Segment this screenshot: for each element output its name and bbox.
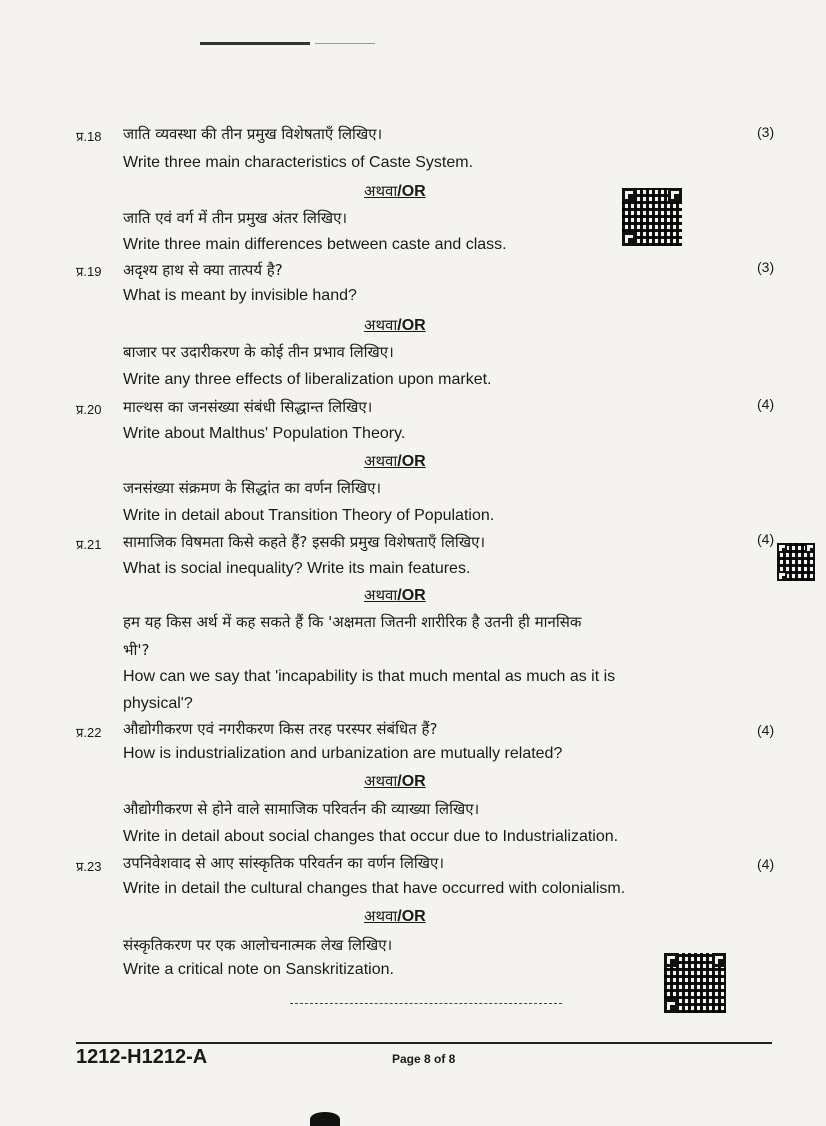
question-number: प्र.21 — [76, 537, 102, 552]
page-number: Page 8 of 8 — [392, 1052, 456, 1066]
marks: (3) — [757, 124, 775, 140]
question-number: प्र.20 — [76, 402, 102, 417]
question-english: What is social inequality? Write its main features. — [123, 560, 471, 577]
top-scan-mark — [200, 42, 310, 45]
question-number: प्र.19 — [76, 264, 102, 279]
footer-rule — [76, 1042, 772, 1044]
question-number: प्र.23 — [76, 859, 102, 874]
question-english: What is meant by invisible hand? — [123, 287, 357, 304]
alternative-hindi: भी'? — [123, 641, 150, 659]
question-hindi: जाति व्यवस्था की तीन प्रमुख विशेषताएँ लिखिए। — [123, 125, 383, 143]
alternative-hindi: संस्कृतिकरण पर एक आलोचनात्मक लेख लिखिए। — [123, 936, 393, 954]
question-hindi: सामाजिक विषमता किसे कहते हैं? इसकी प्रमुख विशेषताएँ लिखिए। — [123, 533, 486, 551]
question-english: Write in detail the cultural changes that have occurred with colonialism. — [123, 880, 626, 897]
qr-code-icon — [622, 188, 682, 246]
qr-code-icon — [664, 953, 726, 1013]
alternative-english: How can we say that 'incapability is that much mental as much as it is — [123, 668, 616, 685]
marks: (4) — [757, 396, 775, 412]
alternative-hindi: औद्योगीकरण से होने वाले सामाजिक परिवर्तन की व्याख्या लिखिए। — [123, 800, 480, 818]
question-hindi: औद्योगीकरण एवं नगरीकरण किस तरह परस्पर संबंधित हैं? — [123, 720, 438, 738]
question-english: Write about Malthus' Population Theory. — [123, 425, 406, 442]
marks: (3) — [757, 259, 775, 275]
or-separator: अथवा/OR — [364, 452, 426, 470]
alternative-english: Write in detail about social changes that occur due to Industrialization. — [123, 828, 619, 845]
or-separator: अथवा/OR — [364, 316, 426, 334]
marks: (4) — [757, 856, 775, 872]
or-separator: अथवा/OR — [364, 772, 426, 790]
alternative-english: Write any three effects of liberalization upon market. — [123, 371, 492, 388]
alternative-hindi: जनसंख्या संक्रमण के सिद्धांत का वर्णन लिखिए। — [123, 479, 382, 497]
or-separator: अथवा/OR — [364, 907, 426, 925]
alternative-hindi: हम यह किस अर्थ में कह सकते हैं कि 'अक्षमता जितनी शारीरिक है उतनी ही मानसिक — [123, 613, 582, 631]
marks: (4) — [757, 531, 775, 547]
alternative-english: physical'? — [123, 695, 193, 712]
question-number: प्र.22 — [76, 725, 102, 740]
question-hindi: अदृश्य हाथ से क्या तात्पर्य है? — [123, 261, 283, 279]
alternative-english: Write in detail about Transition Theory of Population. — [123, 507, 495, 524]
paper-code: 1212-H1212-A — [76, 1046, 208, 1068]
question-number: प्र.18 — [76, 129, 102, 144]
question-english: Write three main characteristics of Caste System. — [123, 154, 474, 171]
marks: (4) — [757, 722, 775, 738]
alternative-hindi: जाति एवं वर्ग में तीन प्रमुख अंतर लिखिए। — [123, 209, 348, 227]
top-scan-mark-faint — [315, 43, 375, 44]
alternative-english: Write a critical note on Sanskritization. — [123, 961, 394, 978]
qr-code-icon — [777, 543, 815, 581]
scan-blot — [310, 1112, 340, 1126]
question-hindi: माल्थस का जनसंख्या संबंधी सिद्धान्त लिखिए। — [123, 398, 373, 416]
end-of-paper-line — [290, 1003, 562, 1004]
or-separator: अथवा/OR — [364, 586, 426, 604]
question-english: How is industrialization and urbanization are mutually related? — [123, 745, 563, 762]
or-separator: अथवा/OR — [364, 182, 426, 200]
alternative-hindi: बाजार पर उदारीकरण के कोई तीन प्रभाव लिखिए। — [123, 343, 394, 361]
alternative-english: Write three main differences between caste and class. — [123, 236, 507, 253]
question-hindi: उपनिवेशवाद से आए सांस्कृतिक परिवर्तन का वर्णन लिखिए। — [123, 854, 445, 872]
